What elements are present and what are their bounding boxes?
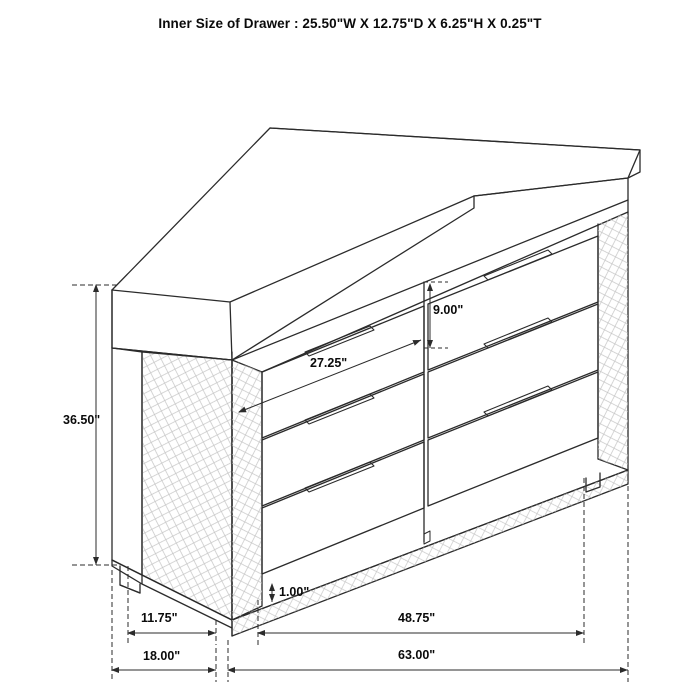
dimension-label-depth-small: 11.75": [141, 611, 178, 625]
dimension-label-width-total: 63.00": [398, 648, 436, 662]
dimension-label-drawer-width: 27.25": [310, 356, 348, 370]
dimension-label-height-overall: 36.50": [63, 413, 101, 427]
page-title: Inner Size of Drawer : 25.50"W X 12.75"D X 6.25"H X 0.25"T: [158, 16, 542, 31]
dimension-label-toe-kick: 1.00": [279, 585, 310, 599]
dimension-label-drawer-height: 9.00": [433, 303, 464, 317]
dimension-label-front-span: 48.75": [398, 611, 436, 625]
dimension-label-depth-total: 18.00": [143, 649, 181, 663]
